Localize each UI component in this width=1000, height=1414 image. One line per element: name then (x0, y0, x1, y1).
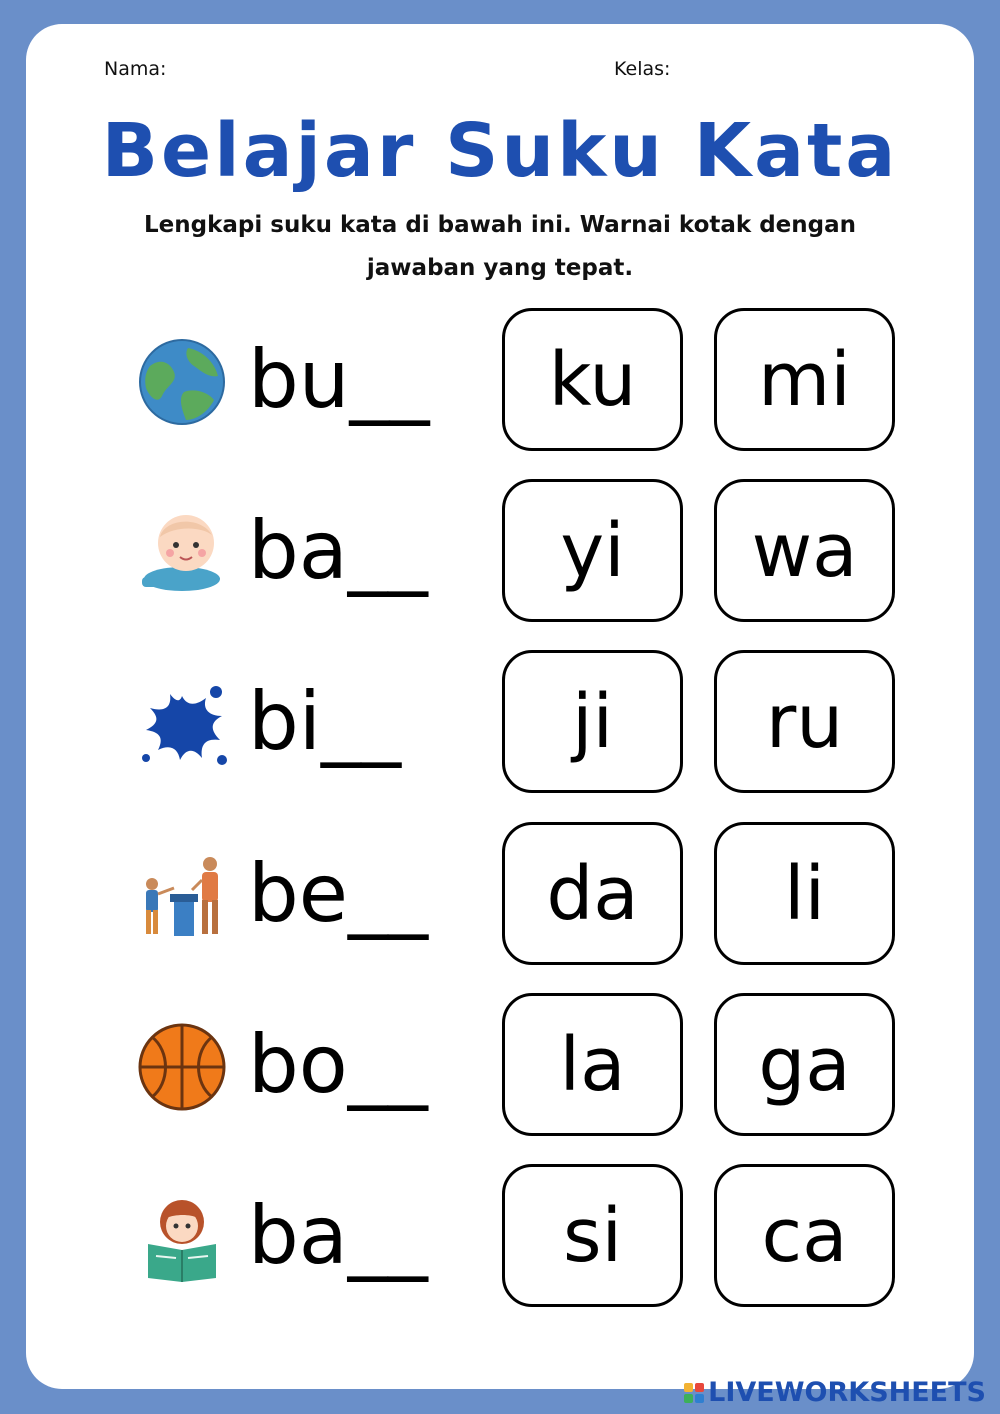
choice-box-3a[interactable]: ji (502, 650, 683, 793)
syllable-prefix: bi__ (248, 675, 402, 768)
syllable-prefix: ba__ (248, 504, 428, 597)
question-row-4 (26, 822, 974, 972)
syllable-prefix: bu__ (248, 333, 430, 426)
liveworksheets-logo (684, 1377, 986, 1408)
instruction-line-1: Lengkapi suku kata di bawah ini. Warnai kotak dengan (143, 212, 856, 238)
choice-box-1a[interactable]: ku (502, 308, 683, 451)
page-title: Belajar Suku Kata (101, 108, 899, 194)
worksheet-page (26, 24, 974, 1389)
syllable-prefix: be__ (248, 847, 428, 940)
instruction (116, 204, 884, 290)
choice-box-6b[interactable]: ca (714, 1164, 895, 1307)
shopping-people-icon (136, 850, 228, 942)
paint-splash-icon (136, 678, 228, 770)
earth-icon (136, 336, 228, 428)
reading-girl-icon (136, 1192, 228, 1284)
question-row-5 (26, 993, 974, 1143)
question-row-2 (26, 479, 974, 629)
question-row-6 (26, 1164, 974, 1314)
basketball-icon (136, 1021, 228, 1113)
choice-box-3b[interactable]: ru (714, 650, 895, 793)
name-label: Nama: (104, 58, 167, 80)
question-row-1 (26, 308, 974, 458)
choice-box-4a[interactable]: da (502, 822, 683, 965)
question-row-3 (26, 650, 974, 800)
syllable-prefix: bo__ (248, 1018, 428, 1111)
brand-logo-icon (684, 1383, 704, 1403)
choice-box-2b[interactable]: wa (714, 479, 895, 622)
class-label: Kelas: (614, 58, 671, 80)
choice-box-4b[interactable]: li (714, 822, 895, 965)
choice-box-6a[interactable]: si (502, 1164, 683, 1307)
choice-box-5a[interactable]: la (502, 993, 683, 1136)
brand-text: LIVEWORKSHEETS (708, 1377, 986, 1408)
baby-icon (136, 507, 228, 599)
choice-box-1b[interactable]: mi (714, 308, 895, 451)
choice-box-2a[interactable]: yi (502, 479, 683, 622)
choice-box-5b[interactable]: ga (714, 993, 895, 1136)
syllable-prefix: ba__ (248, 1189, 428, 1282)
instruction-line-2: jawaban yang tepat. (366, 255, 634, 281)
